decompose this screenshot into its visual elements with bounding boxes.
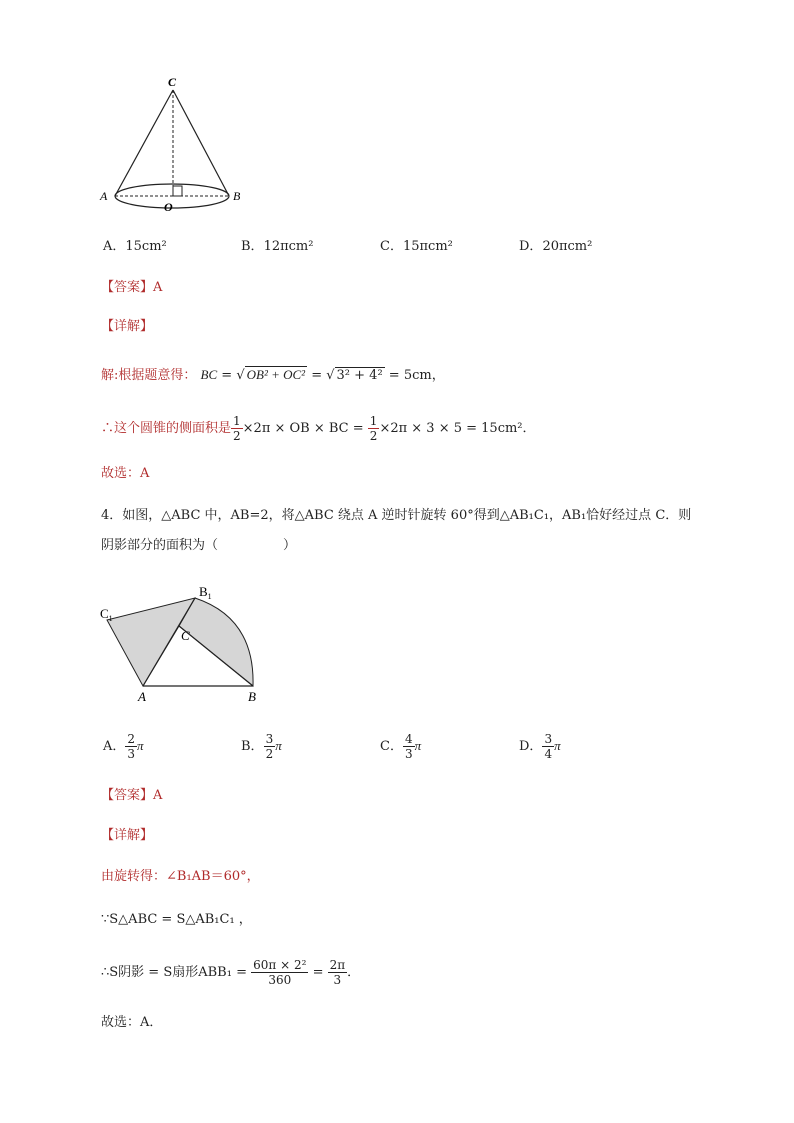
q4-therefore-line: ∴S阴影 = S扇形ABB₁ = $\frac{\text{60π × 2²}}{360}$ = $\frac{2\pi}{3}$ ． <box>101 958 361 987</box>
q3-option-d: D．20πcm² <box>519 239 593 254</box>
q3-detail-label: 【详解】 <box>101 319 154 334</box>
cone-label-c: C <box>168 75 177 89</box>
rotation-figure <box>95 578 270 706</box>
label-b: B <box>248 689 256 704</box>
q3-option-a: A．15cm² <box>103 239 167 254</box>
q4-option-c: C． $\frac{4}{3}$ π <box>380 732 422 761</box>
q4-option-d: D． $\frac{3}{4}$ π <box>519 732 561 761</box>
cone-right-edge <box>173 90 229 196</box>
q4-stem-line1: 4．如图，△ABC 中，AB=2，将△ABC 绕点 A 逆时针旋转 60°得到△AB₁C₁，AB₁恰好经过点 C．则 <box>101 508 692 523</box>
q4-because-line: ∵S△ABC = S△AB₁C₁ ， <box>101 912 252 927</box>
q3-solution-line2: ∴这个圆锥的侧面积是 $\frac{1}{2}$ ×2π × OB × BC = $\frac{1}{2}$ ×2π × 3 × 5 = 15cm²． <box>101 414 536 443</box>
cone-label-b: B <box>233 189 241 203</box>
cone-label-a: A <box>100 189 108 203</box>
shaded-right-region <box>179 598 253 686</box>
cone-label-o: O <box>164 200 173 214</box>
q4-choose: 故选：A． <box>101 1015 163 1030</box>
right-angle-mark <box>173 186 182 196</box>
label-c: C <box>181 628 190 643</box>
q3-choose: 故选：A <box>101 466 150 481</box>
q4-answer: 【答案】A <box>101 788 163 803</box>
q4-rotation-line: 由旋转得：∠B₁AB＝60°， <box>101 869 260 884</box>
q3-solution-line1: 解:根据题意得： BC = √ OB² + OC² = √ 3² + 4² = 5cm， <box>101 367 445 383</box>
q4-option-b: B． $\frac{3}{2}$ π <box>241 732 282 761</box>
label-a: A <box>138 689 146 704</box>
q3-option-c: C．15πcm² <box>380 239 453 254</box>
q4-detail-label: 【详解】 <box>101 828 154 843</box>
cone-figure <box>95 72 255 222</box>
cone-left-edge <box>115 90 173 196</box>
label-b1: $B_1$ <box>199 584 212 601</box>
q4-stem-line2: 阴影部分的面积为（ ） <box>101 538 297 553</box>
q3-option-b: B．12πcm² <box>241 239 314 254</box>
q4-option-a: A． $\frac{2}{3}$ π <box>103 732 144 761</box>
label-c1: $C_1$ <box>100 606 113 623</box>
q3-answer: 【答案】A <box>101 280 163 295</box>
